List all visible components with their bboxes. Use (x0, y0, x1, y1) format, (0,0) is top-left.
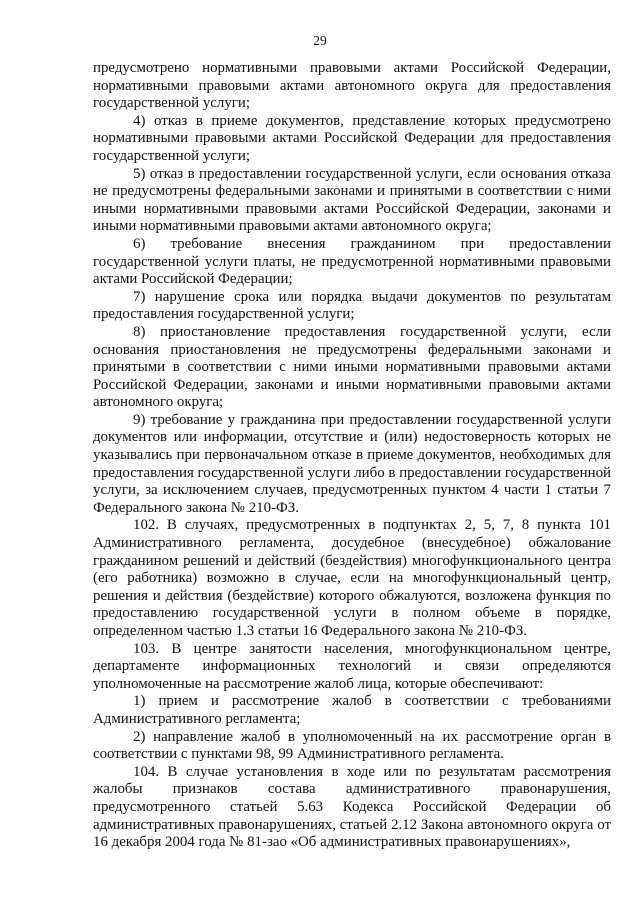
list-item-7: 7) нарушение срока или порядка выдачи документов по результатам предоставления государственной услуги; (93, 288, 611, 323)
paragraph-103: 103. В центре занятости населения, многофункциональном центре, департаменте информационных технологий и связи определяются уполномоченные на рассмотрение жалоб лица, которые обеспечивают: (93, 640, 611, 692)
list-item-4: 4) отказ в приеме документов, представление которых предусмотрено нормативными правовыми актами Российской Федерации для предоставления государственной услуги; (93, 112, 611, 164)
list-item-6: 6) требование внесения гражданином при предоставлении государственной услуги платы, не предусмотренной нормативными правовыми актами Российской Федерации; (93, 235, 611, 288)
list-item-103-1: 1) прием и рассмотрение жалоб в соответствии с требованиями Административного регламента; (93, 693, 611, 727)
list-item-103-2: 2) направление жалоб в уполномоченный на их рассмотрение орган в соответствии с пунктами 98, 99 Административного регламента. (93, 728, 611, 763)
page-number: 29 (313, 33, 327, 48)
list-item-5: 5) отказ в предоставлении государственной услуги, если основания отказа не предусмотрены федеральными законами и принятыми в соответствии с ними иными нормативными правовыми актами Российской Федерации, законами и иными нормативными правовыми актами автономного округа; (93, 165, 611, 235)
list-item-8: 8) приостановление предоставления государственной услуги, если основания приостановления не предусмотрены федеральными законами и принятыми в соответствии с ними иными нормативными правовыми актами Российской Федерации, законами и иными нормативными правовыми актами автономного округа; (93, 323, 611, 411)
paragraph-continued: предусмотрено нормативными правовыми актами Российской Федерации, нормативными правовыми актами автономного округа для предоставления государственной услуги; (93, 60, 611, 112)
paragraph-102: 102. В случаях, предусмотренных в подпунктах 2, 5, 7, 8 пункта 101 Административного регламента, досудебное (внесудебное) обжалование гражданином решений и действий (бездействия) многофункционального центра (его работника) возможно в случае, если на многофункциональный центр, решения и действия (бездействие) которого обжалуются, возложена функция по предоставлению государственной услуги в полном объеме в порядке, определенном частью 1.3 статьи 16 Федерального закона № 210-ФЗ. (93, 517, 611, 639)
paragraph-104: 104. В случае установления в ходе или по результатам рассмотрения жалобы признаков состава административного правонарушения, предусмотренного статьей 5.63 Кодекса Российской Федерации об административных правонарушениях, статьей 2.12 Закона автономного округа от 16 декабря 2004 года № 81-зао «Об административных правонарушениях», (93, 763, 611, 851)
document-body (93, 60, 611, 852)
list-item-9: 9) требование у гражданина при предоставлении государственной услуги документов или информации, отсутствие и (или) недостоверность которых не указывались при первоначальном отказе в приеме документов, необходимых для предоставления государственной услуги либо в предоставлении государственной услуги, за исключением случаев, предусмотренных пунктом 4 части 1 статьи 7 Федерального закона № 210-ФЗ. (93, 411, 611, 516)
